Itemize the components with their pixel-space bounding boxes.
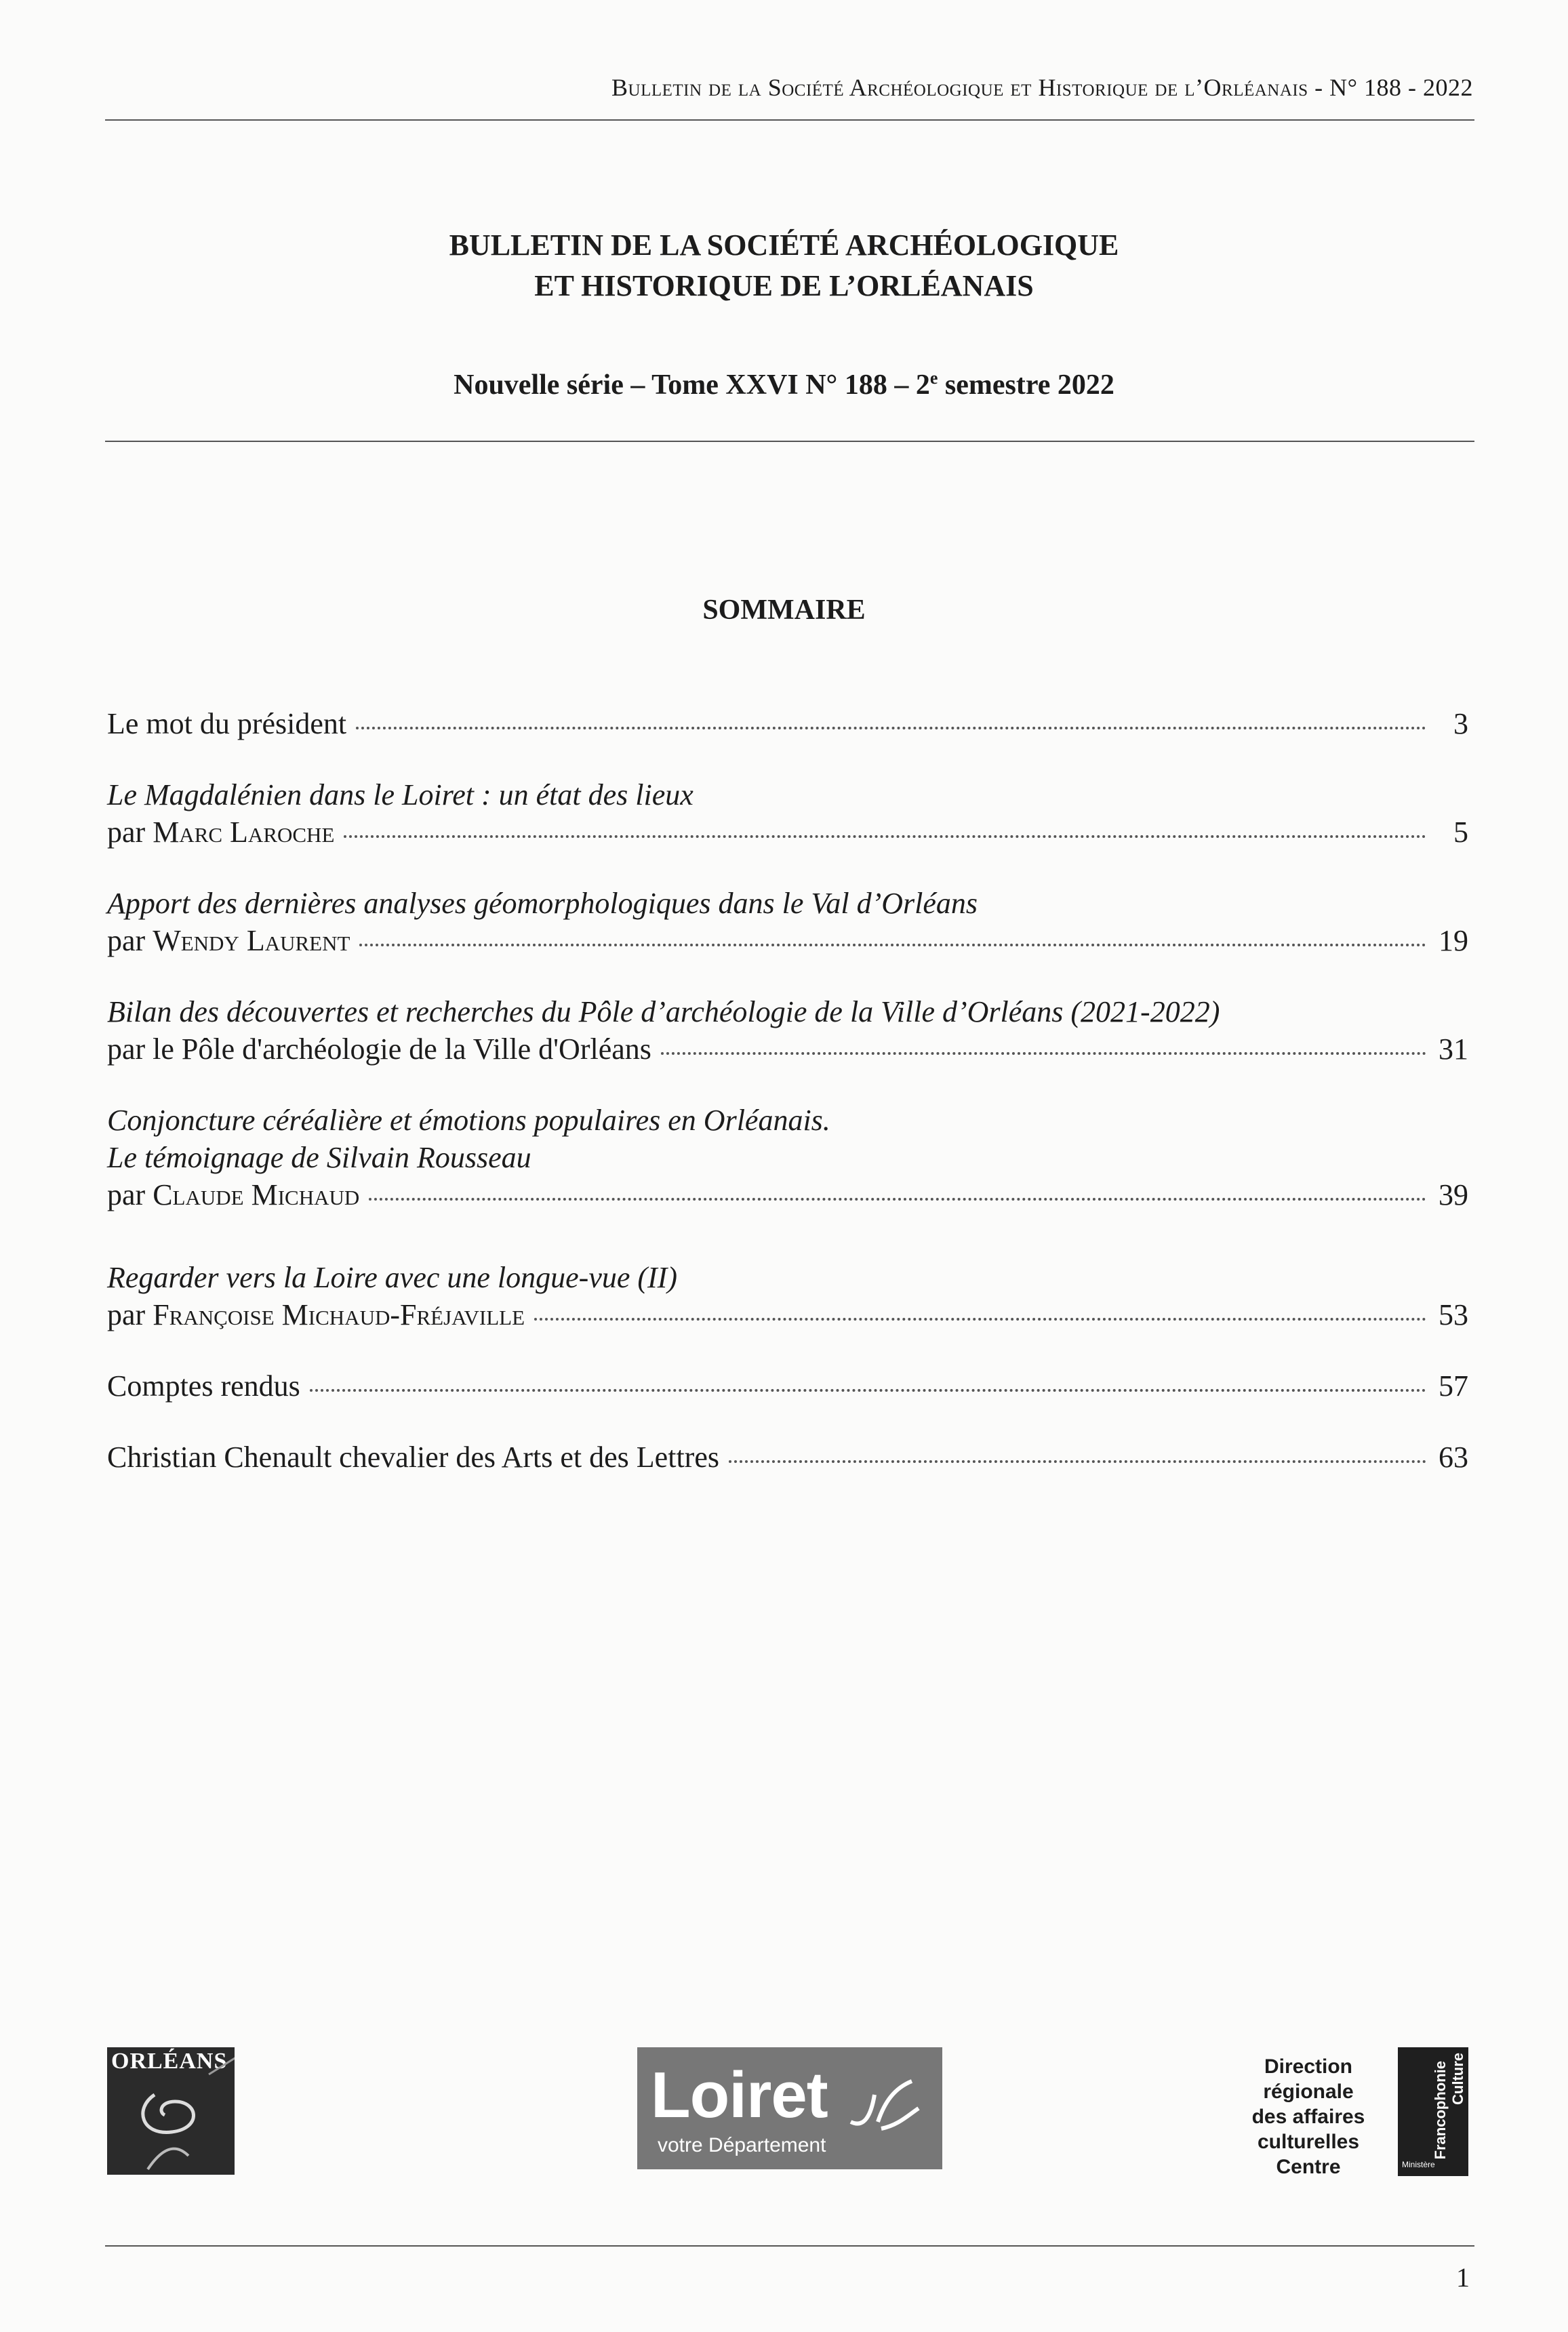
bulletin-title-line2: ET HISTORIQUE DE L’ORLÉANAIS	[534, 269, 1034, 302]
loiret-logo-tagline: votre Département	[658, 2134, 826, 2156]
drac-line: culturelles	[1257, 2131, 1360, 2153]
series-line	[0, 368, 1568, 401]
bulletin-title-line1: BULLETIN DE LA SOCIÉTÉ ARCHÉOLOGIQUE	[449, 228, 1119, 262]
toc-entry[interactable]	[107, 1367, 1468, 1405]
toc-author: Marc Laroche	[153, 816, 335, 849]
toc-entry-line	[107, 813, 1468, 851]
loiret-leaf-icon	[844, 2068, 925, 2135]
toc-entry[interactable]	[107, 1439, 1468, 1476]
bulletin-title	[0, 225, 1568, 306]
toc-author-line	[107, 922, 350, 959]
orleans-monogram-icon	[107, 2047, 235, 2175]
drac-logo-text	[1234, 2054, 1383, 2179]
drac-line: des affaires	[1251, 2106, 1365, 2128]
toc-author-line: par le Pôle d'archéologie de la Ville d'Orléans	[107, 1032, 651, 1066]
toc-by: par	[107, 1298, 153, 1331]
leader-dots	[534, 1318, 1426, 1321]
toc-entry[interactable]	[107, 1102, 1468, 1213]
drac-line: Direction	[1264, 2055, 1353, 2078]
culture-ministry-logo	[1398, 2047, 1468, 2176]
orleans-logo	[107, 2047, 235, 2175]
leader-dots	[344, 835, 1426, 838]
toc-entry-line	[107, 922, 1468, 959]
toc-entry-line	[107, 1176, 1468, 1213]
toc-author-line	[107, 813, 334, 851]
drac-line: régionale	[1263, 2080, 1354, 2103]
toc-page-number: 53	[1439, 1298, 1468, 1331]
toc-article-title: Conjoncture céréalière et émotions populaires en Orléanais.	[107, 1104, 830, 1137]
toc-entry[interactable]	[107, 885, 1468, 959]
toc-page-number: 19	[1439, 924, 1468, 957]
footer-rule	[105, 2245, 1474, 2247]
toc-author-line	[107, 1176, 359, 1213]
toc-entry[interactable]	[107, 705, 1468, 742]
toc-entry[interactable]	[107, 993, 1468, 1068]
leader-dots	[310, 1389, 1426, 1392]
culture-logo-text: Culture	[1449, 2053, 1466, 2105]
header-rule	[105, 119, 1474, 121]
ministere-logo-text: Ministère	[1402, 2160, 1435, 2169]
toc-page-number: 57	[1439, 1369, 1468, 1403]
toc-entry-label: Comptes rendus	[107, 1369, 300, 1403]
toc-by: par	[107, 924, 153, 957]
toc-author: Françoise Michaud-Fréjaville	[153, 1298, 525, 1331]
toc-entry-label: Christian Chenault chevalier des Arts et des Lettres	[107, 1441, 719, 1474]
toc-article-title-cont: Le témoignage de Silvain Rousseau	[107, 1141, 531, 1174]
leader-dots	[359, 944, 1426, 946]
toc-page-number: 5	[1453, 816, 1468, 849]
loiret-logo	[637, 2047, 942, 2169]
toc-entry-line	[107, 1296, 1468, 1333]
toc-entry-label: Le mot du président	[107, 707, 347, 740]
toc-page-number: 39	[1439, 1178, 1468, 1211]
table-of-contents	[107, 705, 1468, 1476]
sponsor-logos	[0, 2047, 1568, 2224]
series-text: Nouvelle série – Tome XXVI N° 188 – 2	[454, 369, 930, 401]
toc-article-title: Le Magdalénien dans le Loiret : un état des lieux	[107, 778, 693, 811]
francophonie-logo-text: Francophonie	[1432, 2061, 1449, 2160]
drac-line: Centre	[1276, 2156, 1341, 2178]
toc-entry-line	[107, 1030, 1468, 1068]
toc-entry[interactable]	[107, 1259, 1468, 1333]
running-head-title: Bulletin de la Société Archéologique et Historique de l’Orléanais	[611, 74, 1308, 101]
sommaire-heading: SOMMAIRE	[702, 595, 866, 626]
toc-page-number: 63	[1439, 1441, 1468, 1474]
toc-page-number: 31	[1439, 1032, 1468, 1066]
orleans-logo-text: ORLÉANS	[111, 2049, 228, 2074]
leader-dots	[661, 1052, 1426, 1055]
leader-dots	[729, 1460, 1426, 1463]
toc-author-line	[107, 1296, 525, 1333]
toc-article-title: Bilan des découvertes et recherches du Pôle d’archéologie de la Ville d’Orléans (2021-2022)	[107, 995, 1220, 1028]
running-head-issue: - N° 188 - 2022	[1308, 74, 1473, 101]
toc-article-title: Apport des dernières analyses géomorphologiques dans le Val d’Orléans	[107, 887, 978, 920]
toc-article-title: Regarder vers la Loire avec une longue-vue (II)	[107, 1261, 677, 1294]
toc-author: Wendy Laurent	[153, 924, 350, 957]
toc-entry-line	[107, 1439, 1468, 1476]
toc-page-number: 3	[1453, 707, 1468, 740]
leader-dots	[369, 1198, 1426, 1201]
toc-author: Claude Michaud	[153, 1178, 360, 1211]
running-head	[611, 73, 1473, 102]
loiret-logo-name: Loiret	[651, 2059, 828, 2131]
page-number: 1	[1456, 2262, 1470, 2293]
toc-entry-line	[107, 1367, 1468, 1405]
toc-by: par	[107, 1178, 153, 1211]
series-text-end: semestre 2022	[938, 369, 1114, 401]
series-superscript: e	[929, 368, 938, 388]
leader-dots	[356, 727, 1426, 729]
toc-by: par	[107, 816, 153, 849]
toc-entry-line	[107, 705, 1468, 742]
toc-entry[interactable]	[107, 776, 1468, 851]
title-rule	[105, 441, 1474, 442]
